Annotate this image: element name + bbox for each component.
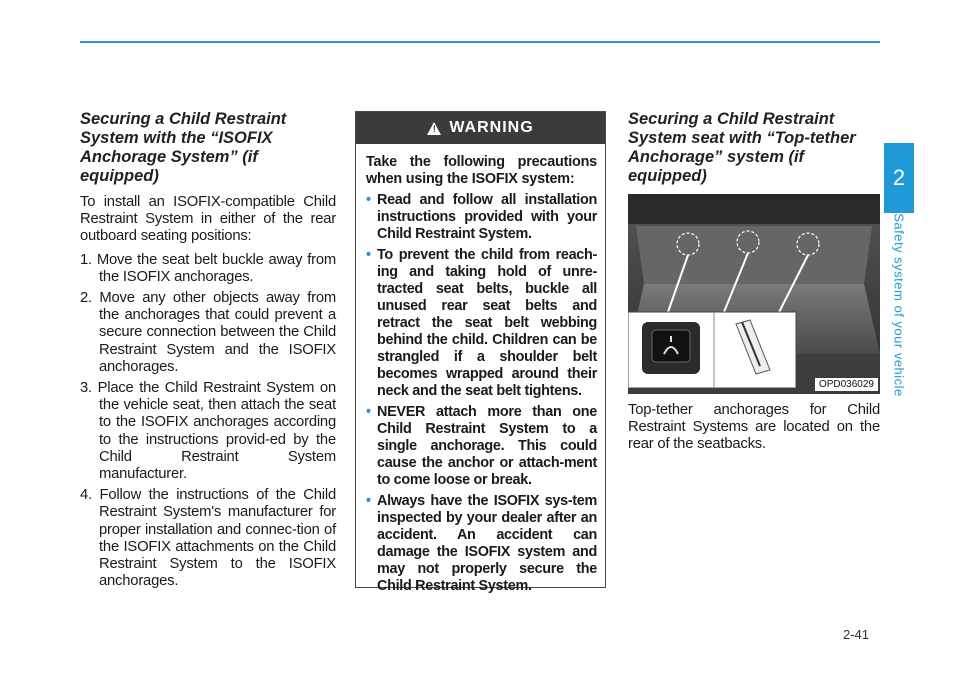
- warning-bullet: [366, 404, 597, 489]
- warning-bullet-text: Read and follow all installation instructions provided with your Child Restraint System.: [377, 192, 597, 242]
- cargo-area-illustration: [628, 194, 880, 394]
- warning-bullet-text: Always have the ISOFIX sys-tem inspected by your dealer after an accident. An accident can damage the ISOFIX system and may not properly secure the Child Restraint System.: [377, 493, 597, 594]
- bullet-dot-icon: •: [366, 404, 371, 420]
- warning-triangle-icon: !: [427, 122, 441, 135]
- warning-intro: Take the following precautions when using the ISOFIX system:: [366, 154, 597, 187]
- warning-bullet: [366, 247, 597, 400]
- warning-bullet: [366, 493, 597, 595]
- warning-body: [356, 144, 605, 595]
- warning-header: [356, 112, 605, 144]
- isofix-steps: [80, 252, 336, 591]
- chapter-tab: 2: [884, 143, 914, 213]
- chapter-title: Safety system of your vehicle: [891, 213, 907, 397]
- step-3: 3. Place the Child Restraint System on the vehicle seat, then attach the seat to the ISOFIX anchorages according to the instructions provid-ed by the Child Restraint System manufacturer.: [80, 380, 336, 483]
- step-1: 1. Move the seat belt buckle away from the ISOFIX anchorages.: [80, 251, 336, 285]
- page-number: 2-41: [843, 627, 870, 642]
- top-tether-photo: [628, 194, 880, 394]
- warning-title: WARNING: [449, 119, 534, 136]
- bullet-dot-icon: •: [366, 247, 371, 263]
- photo-caption: Top-tether anchorages for Child Restraint Systems are located on the rear of the seatbacks.: [628, 402, 880, 453]
- warning-box: [355, 111, 606, 594]
- bullet-dot-icon: •: [366, 192, 371, 208]
- top-rule: [80, 41, 880, 43]
- isofix-intro: To install an ISOFIX-compatible Child Restraint System in either of the rear outboard seating positions:: [80, 194, 336, 245]
- top-tether-section: [628, 110, 880, 454]
- bullet-dot-icon: •: [366, 493, 371, 509]
- warning-bullet-text: To prevent the child from reach-ing and taking hold of unre-tracted seat belts, buckle all unused rear seat belts and retract the seat belt webbing behind the child. Children can be strangled if a shoulder belt becomes wrapped around their neck and the seat belt tightens.: [377, 247, 597, 399]
- warning-bullet-text: NEVER attach more than one Child Restraint System to a single anchorage. This could cause the anchor or attach-ment to come loose or break.: [377, 404, 597, 488]
- image-code: OPD036029: [815, 378, 878, 391]
- isofix-section: [80, 110, 336, 594]
- top-tether-heading: Securing a Child Restraint System seat with “Top-tether Anchorage” system (if equipped): [628, 110, 856, 185]
- isofix-heading: Securing a Child Restraint System with the “ISOFIX Anchorage System” (if equipped): [80, 110, 287, 185]
- step-2: 2. Move any other objects away from the anchorages that could prevent a secure connection between the Child Restraint System and the ISOFIX anchorages.: [80, 290, 336, 375]
- warning-bullet: [366, 192, 597, 243]
- warning-bullets: [366, 192, 597, 595]
- step-4: 4. Follow the instructions of the Child Restraint System's manufacturer for proper installation and connec-tion of the ISOFIX attachments on the Child Restraint System to the ISOFIX anchorages.: [80, 487, 336, 590]
